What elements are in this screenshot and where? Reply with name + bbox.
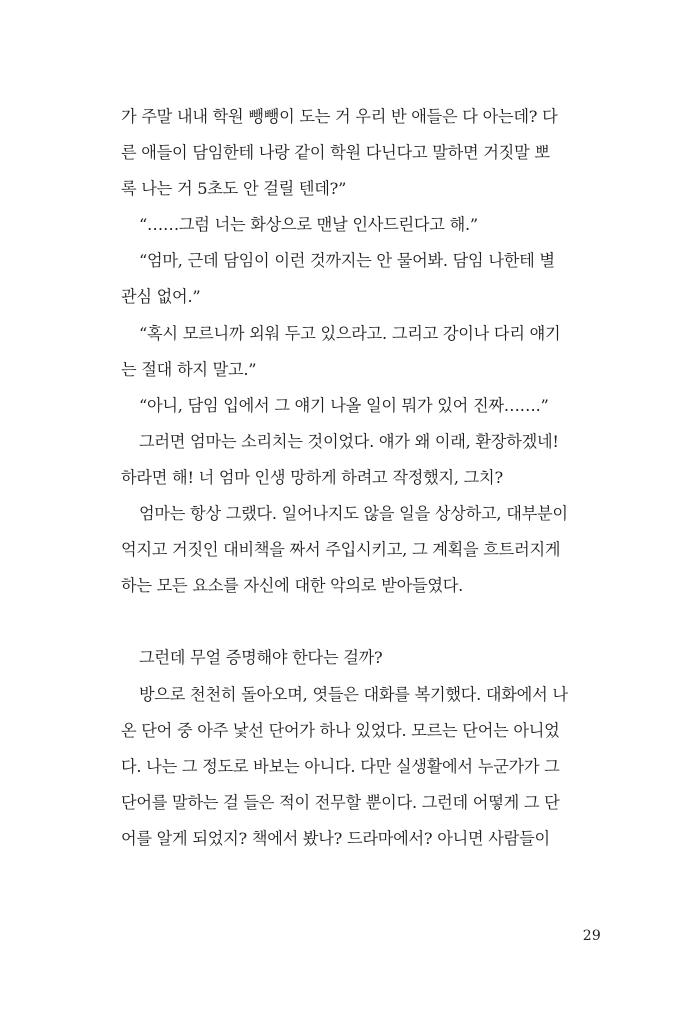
text-line: 른 애들이 담임한테 나랑 같이 학원 다닌다고 말하면 거짓말 뽀 [121, 143, 550, 163]
text-line: 가 주말 내내 학원 뺑뺑이 도는 거 우리 반 애들은 다 아는데? 다 [121, 107, 558, 126]
text-line: “……그럼 너는 화상으로 맨날 인사드린다고 해.” [139, 215, 478, 235]
text-line: 관심 없어.” [121, 287, 201, 307]
text-line: 하라면 해! 너 엄마 인생 망하게 하려고 작정했지, 그치? [121, 467, 503, 487]
text-line: “혹시 모르니까 외워 두고 있으라고. 그리고 강이나 다리 얘기 [139, 323, 561, 343]
text-line: 억지고 거짓인 대비책을 짜서 주입시키고, 그 계획을 흐트러지게 [121, 540, 561, 560]
text-line: 온 단어 중 아주 낯선 단어가 하나 있었다. 모르는 단어는 아니었 [121, 720, 560, 740]
text-line: 하는 모든 요소를 자신에 대한 악의로 받아들였다. [121, 576, 464, 596]
text-line: 어를 알게 되었지? 책에서 봤나? 드라마에서? 아니면 사람들이 [121, 828, 550, 848]
text-line: 록 나는 거 5초도 안 걸릴 텐데?” [121, 179, 347, 199]
text-line: “아니, 담임 입에서 그 얘기 나올 일이 뭐가 있어 진짜…….” [139, 395, 549, 415]
text-line: 는 절대 하지 말고.” [121, 359, 257, 379]
page-number: 29 [582, 928, 601, 944]
text-line: 그러면 엄마는 소리치는 것이었다. 얘가 왜 이래, 환장하겠네! [139, 431, 559, 451]
text-line: 다. 나는 그 정도로 바보는 아니다. 다만 실생활에서 누군가가 그 [121, 756, 560, 776]
text-line: “엄마, 근데 담임이 이런 것까지는 안 물어봐. 담임 나한테 별 [139, 251, 555, 271]
text-line: 방으로 천천히 돌아오며, 엿들은 대화를 복기했다. 대화에서 나 [139, 684, 568, 704]
text-line: 엄마는 항상 그랬다. 일어나지도 않을 일을 상상하고, 대부분이 [139, 504, 568, 524]
body-text [121, 99, 605, 857]
text-line: 단어를 말하는 걸 들은 적이 전무할 뿐이다. 그런데 어떻게 그 단 [121, 792, 560, 812]
section-break [121, 604, 605, 640]
text-line: 그런데 무얼 증명해야 한다는 걸까? [139, 648, 383, 668]
